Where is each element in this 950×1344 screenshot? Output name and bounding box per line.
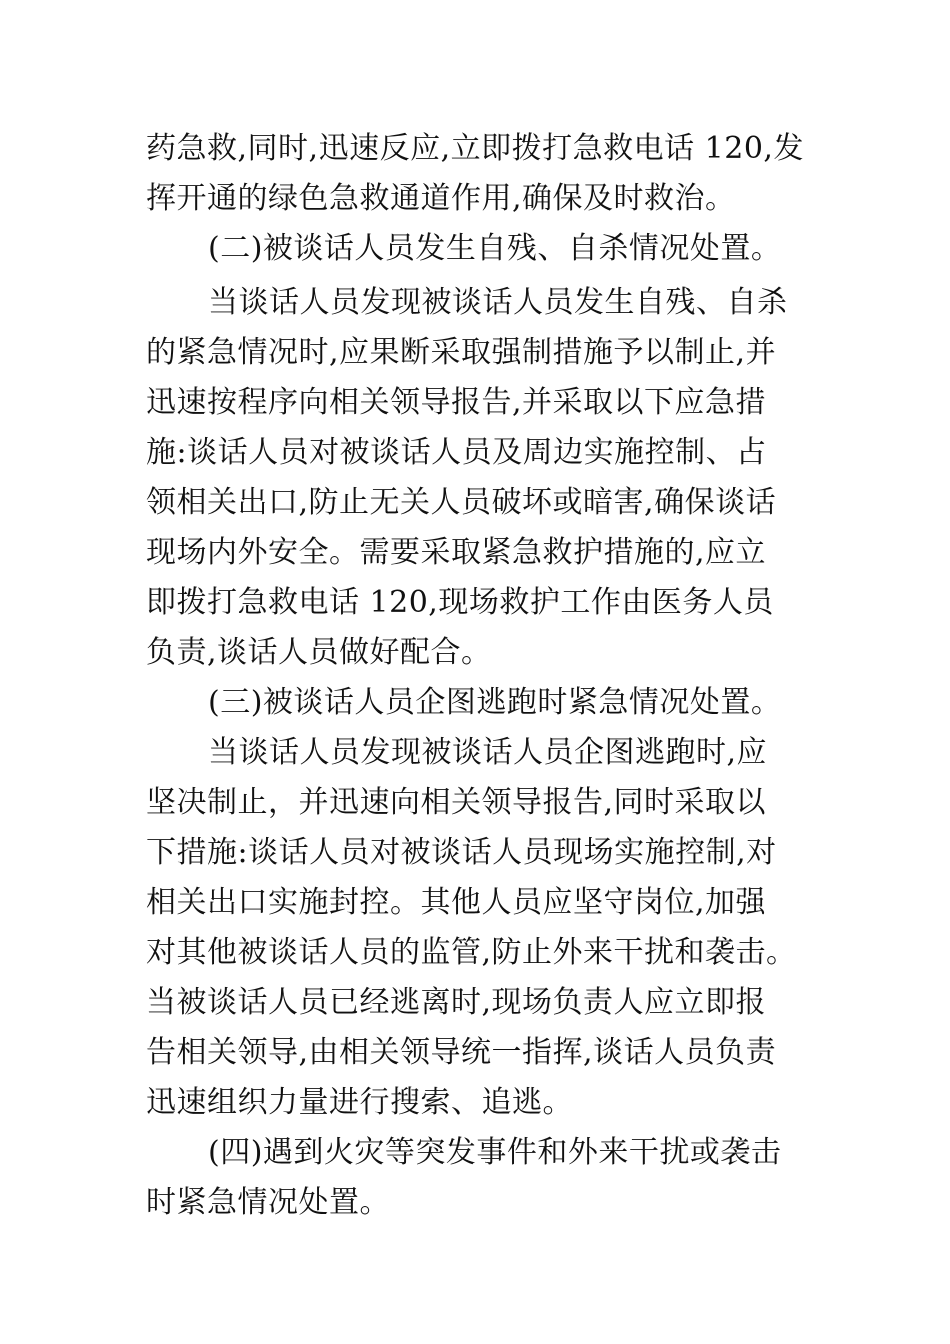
text-line: 现场内外安全。需要采取紧急救护措施的,应立 — [146, 535, 767, 570]
text-line: 坚决制止，并迅速向相关领导报告,同时采取以 — [146, 785, 767, 820]
text-line: 的紧急情况时,应果断采取强制措施予以制止,并 — [146, 335, 777, 370]
text-line: 时紧急情况处置。 — [146, 1185, 390, 1220]
text-line: 领相关出口,防止无关人员破坏或暗害,确保谈话 — [146, 485, 777, 520]
text-line: 迅速按程序向相关领导报告,并采取以下应急措 — [146, 385, 767, 420]
text-line: 药急救,同时,迅速反应,立即拨打急救电话 120,发 — [146, 131, 804, 166]
text-line: 下措施:谈话人员对被谈话人员现场实施控制,对 — [146, 835, 777, 870]
text-line: 施:谈话人员对被谈话人员及周边实施控制、占 — [146, 435, 767, 470]
document-body — [146, 124, 816, 1228]
text-line: 当谈话人员发现被谈话人员发生自残、自杀 — [208, 285, 788, 320]
section-heading: (三)被谈话人员企图逃跑时紧急情况处置。 — [208, 685, 782, 720]
text-line: 迅速组织力量进行搜索、追逃。 — [146, 1085, 573, 1120]
text-line: 对其他被谈话人员的监管,防止外来干扰和袭击。 — [146, 935, 797, 970]
text-line: 挥开通的绿色急救通道作用,确保及时救治。 — [146, 181, 736, 216]
text-line: 相关出口实施封控。其他人员应坚守岗位,加强 — [146, 885, 767, 920]
text-line: 当谈话人员发现被谈话人员企图逃跑时,应 — [208, 735, 768, 770]
text-line: 负责,谈话人员做好配合。 — [146, 635, 492, 670]
section-heading: (二)被谈话人员发生自残、自杀情况处置。 — [208, 231, 782, 266]
text-line: 告相关领导,由相关领导统一指挥,谈话人员负责 — [146, 1035, 777, 1070]
text-line: 即拨打急救电话 120,现场救护工作由医务人员 — [146, 585, 774, 620]
text-line: 当被谈话人员已经逃离时,现场负责人应立即报 — [146, 985, 767, 1020]
section-heading: (四)遇到火灾等突发事件和外来干扰或袭击 — [208, 1135, 782, 1170]
